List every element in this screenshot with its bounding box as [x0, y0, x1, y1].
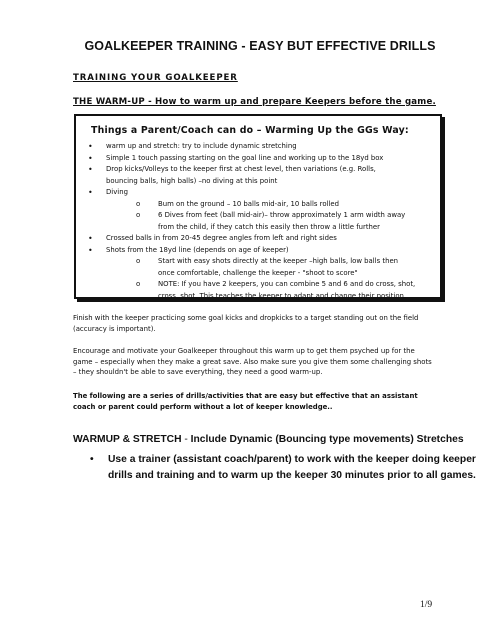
box-title: Things a Parent/Coach can do – Warming Up the GGs Way:	[91, 125, 409, 136]
warmup-stretch-heading	[73, 434, 464, 445]
list-item	[84, 153, 434, 165]
list-item	[84, 199, 434, 211]
warmup-stretch-text: Include Dynamic (Bouncing type movements) Stretches	[190, 434, 464, 445]
list-item	[84, 291, 434, 303]
bullet-icon: •	[88, 142, 93, 151]
sub-bullet-icon: o	[136, 257, 141, 265]
paragraph-line: coach or parent could perform without a lot of keeper knowledge..	[73, 402, 333, 411]
bullet-line: drills and training and to warm up the keeper 30 minutes prior to all games.	[108, 469, 476, 481]
list-item-text: Simple 1 touch passing starting on the goal line and working up to the 18yd box	[106, 153, 384, 162]
paragraph-line: The following are a series of drills/activities that are easy but effective that an assistant	[73, 392, 418, 400]
paragraph-line: game – especially when they make a great save. Also make sure you give them some challenging shots	[73, 357, 432, 366]
list-item	[84, 233, 434, 245]
list-item-text: warm up and stretch: try to include dynamic stretching	[106, 142, 297, 150]
list-item	[84, 176, 434, 188]
sub-bullet-icon: o	[136, 211, 141, 219]
paragraph-line: Encourage and motivate your Goalkeeper throughout this warm up to get them psyched up for the	[73, 347, 415, 355]
drills-intro-paragraph	[73, 391, 453, 412]
list-item-text: Bum on the ground – 10 balls mid-air, 10 balls rolled	[158, 199, 339, 208]
bullet-icon: •	[88, 188, 93, 197]
list-item	[84, 256, 434, 268]
paragraph-line: – they shouldn't be able to save everything, they need a good warm-up.	[73, 368, 323, 376]
bullet-line: Use a trainer (assistant coach/parent) to work with the keeper doing keeper	[108, 454, 476, 465]
list-item-text: Shots from the 18yd line (depends on age of keeper)	[106, 245, 289, 254]
list-item-text: bouncing balls, high balls) –no diving at this point	[106, 176, 278, 185]
bullet-icon: •	[88, 153, 93, 163]
bullet-icon: •	[88, 234, 93, 243]
list-item	[84, 268, 434, 280]
section-heading: TRAINING YOUR GOALKEEPER	[73, 73, 238, 83]
list-item	[84, 222, 434, 234]
list-item	[84, 210, 434, 222]
warmup-heading: THE WARM-UP - How to warm up and prepare Keepers before the game.	[73, 97, 436, 107]
list-item-text: once comfortable, challenge the keeper - "shoot to score"	[158, 268, 358, 277]
list-item	[84, 141, 434, 153]
bullet-icon: •	[88, 165, 93, 174]
encourage-paragraph	[73, 346, 453, 378]
separator: -	[181, 434, 191, 445]
finish-paragraph	[73, 313, 453, 334]
page-title: GOALKEEPER TRAINING - EASY BUT EFFECTIVE DRILLS	[84, 39, 436, 53]
list-item	[84, 164, 434, 176]
list-item-text: Start with easy shots directly at the keeper –high balls, low balls then	[158, 257, 399, 265]
page-number: 1/9	[420, 600, 433, 610]
list-item-text: Crossed balls in from 20-45 degree angles from left and right sides	[106, 234, 337, 242]
warmup-tips-box	[74, 114, 442, 299]
list-item-text: 6 Dives from feet (ball mid-air)– throw approximately 1 arm width away	[158, 211, 406, 219]
bullet-icon: •	[90, 454, 94, 465]
list-item-text: NOTE: If you have 2 keepers, you can combine 5 and 6 and do cross, shot,	[158, 280, 416, 288]
sub-bullet-icon: o	[136, 199, 141, 208]
bullet-icon: •	[88, 245, 93, 255]
list-item-text: Diving	[106, 188, 128, 196]
paragraph-line: (accuracy is important).	[73, 324, 156, 333]
list-item-text: cross, shot. This teaches the keeper to adapt and change their position.	[158, 291, 407, 300]
warmup-stretch-label: WARMUP & STRETCH	[73, 434, 182, 445]
list-item-text: Drop kicks/Volleys to the keeper first at chest level, then variations (e.g. Rolls,	[106, 165, 376, 173]
list-item	[84, 279, 434, 291]
list-item	[84, 187, 434, 199]
paragraph-line: Finish with the keeper practicing some goal kicks and dropkicks to a target standing out on the field	[73, 314, 419, 322]
list-item	[84, 245, 434, 257]
sub-bullet-icon: o	[136, 280, 141, 288]
list-item-text: from the child, if they catch this easily then throw a little further	[158, 222, 380, 231]
warmup-list	[84, 141, 434, 302]
